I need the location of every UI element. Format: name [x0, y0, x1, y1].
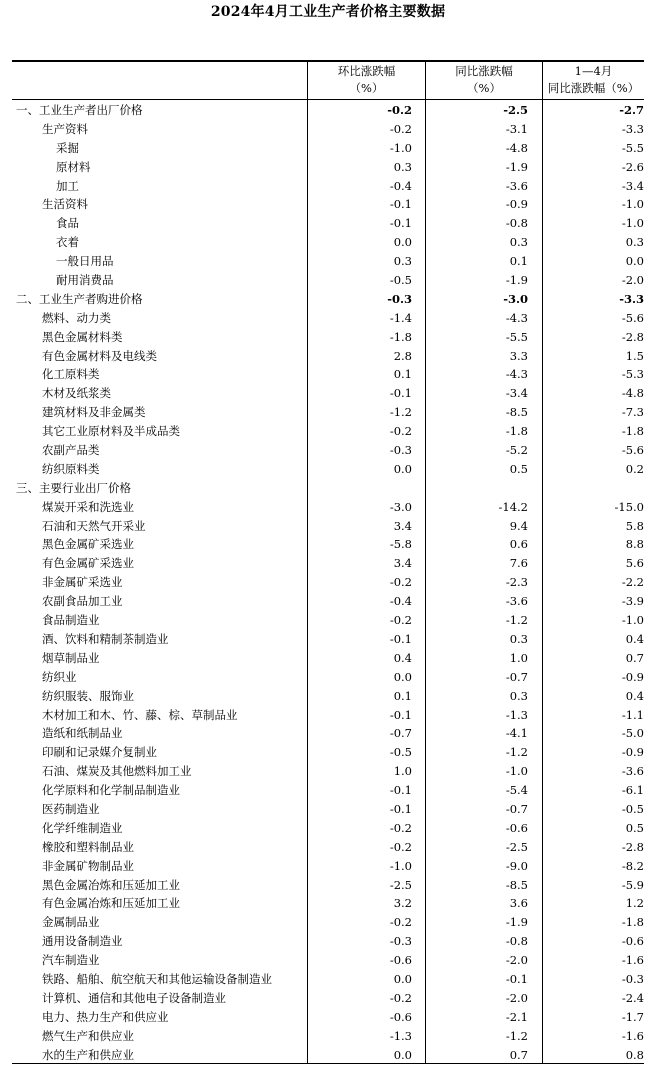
row-label: 原材料 [56, 159, 91, 174]
table-row [0, 951, 656, 970]
cell-mom: -0.1 [389, 631, 412, 646]
table-row [0, 611, 656, 630]
table-row [0, 195, 656, 214]
row-label: 一、工业生产者出厂价格 [16, 103, 143, 117]
cell-mom: 0.0 [393, 669, 412, 684]
cell-mom: -0.2 [387, 103, 412, 117]
table-row [0, 1027, 656, 1046]
cell-ytd: -1.0 [621, 197, 644, 212]
row-label: 汽车制造业 [42, 953, 100, 968]
table-row [0, 1008, 656, 1027]
row-label: 医药制造业 [42, 801, 100, 816]
row-label: 铁路、船舶、航空航天和其他运输设备制造业 [42, 971, 272, 986]
cell-ytd: -6.1 [621, 783, 644, 798]
cell-ytd: -1.6 [621, 953, 644, 968]
cell-mom: -0.1 [389, 216, 412, 231]
cell-ytd: 0.0 [625, 254, 644, 269]
header-bottom-rule [12, 99, 644, 100]
cell-ytd: -2.8 [621, 329, 644, 344]
cell-yoy: -4.1 [505, 726, 528, 741]
cell-yoy: 1.0 [509, 650, 528, 665]
row-label: 二、工业生产者购进价格 [16, 291, 143, 306]
cell-ytd: 0.4 [625, 631, 644, 646]
cell-mom: 0.0 [393, 235, 412, 250]
row-label: 黑色金属矿采选业 [42, 537, 134, 552]
cell-yoy: -1.9 [505, 915, 528, 930]
cell-ytd: -1.1 [621, 707, 644, 722]
cell-yoy: -1.2 [505, 745, 528, 760]
cell-yoy: 9.4 [509, 518, 528, 533]
cell-mom: -0.1 [389, 707, 412, 722]
cell-mom: -0.5 [389, 273, 412, 288]
header-mom-line2: （%） [349, 81, 384, 95]
cell-mom: 3.2 [393, 896, 412, 911]
cell-mom: -0.2 [389, 613, 412, 628]
table-row [0, 365, 656, 384]
row-label: 造纸和纸制品业 [42, 726, 123, 741]
table-row [0, 819, 656, 838]
cell-yoy: -4.3 [505, 310, 528, 325]
row-label: 建筑材料及非金属类 [42, 405, 146, 420]
cell-mom: -5.8 [389, 537, 412, 552]
cell-yoy: -3.6 [505, 178, 528, 193]
cell-yoy: -1.2 [505, 613, 528, 628]
cell-ytd: -3.4 [621, 178, 644, 193]
cell-mom: -0.4 [389, 594, 412, 609]
row-label: 三、主要行业出厂价格 [16, 480, 131, 495]
cell-ytd: 0.2 [625, 461, 644, 476]
table-row [0, 271, 656, 290]
cell-ytd: -5.0 [621, 726, 644, 741]
cell-yoy: -4.3 [505, 367, 528, 382]
row-label: 生活资料 [42, 197, 88, 212]
table-body [0, 101, 656, 1064]
row-label: 农副产品类 [42, 443, 100, 458]
cell-ytd: -5.3 [621, 367, 644, 382]
cell-mom: -1.8 [389, 329, 412, 344]
cell-yoy: -2.3 [505, 575, 528, 590]
row-label: 非金属矿采选业 [42, 575, 123, 590]
cell-mom: 0.0 [393, 971, 412, 986]
cell-mom: -0.1 [389, 783, 412, 798]
cell-ytd: -1.6 [621, 1028, 644, 1043]
cell-yoy: -14.2 [498, 499, 528, 514]
cell-yoy: -5.2 [505, 443, 528, 458]
row-label: 化学纤维制造业 [42, 820, 123, 835]
table-row [0, 460, 656, 479]
row-label: 其它工业原材料及半成品类 [42, 424, 180, 439]
cell-yoy: -0.8 [505, 934, 528, 949]
header-ytd-line1: 1—4月 [574, 64, 613, 78]
cell-yoy: -9.0 [505, 858, 528, 873]
cell-yoy: -8.5 [505, 877, 528, 892]
row-label: 有色金属冶炼和压延加工业 [42, 896, 180, 911]
cell-mom: 0.0 [393, 1047, 412, 1062]
row-label: 化学原料和化学制品制造业 [42, 783, 180, 798]
cell-mom: -1.3 [389, 1028, 412, 1043]
table-row [0, 422, 656, 441]
table-row [0, 139, 656, 158]
cell-yoy: 0.1 [509, 254, 528, 269]
row-label: 燃料、动力类 [42, 310, 111, 325]
cell-mom: -0.2 [389, 121, 412, 136]
row-label: 非金属矿物制品业 [42, 858, 134, 873]
cell-mom: -1.0 [389, 140, 412, 155]
cell-ytd: 0.7 [625, 650, 644, 665]
table-row [0, 233, 656, 252]
cell-yoy: -2.0 [505, 953, 528, 968]
cell-ytd: -5.6 [621, 443, 644, 458]
table-row [0, 706, 656, 725]
cell-yoy: -0.7 [505, 801, 528, 816]
cell-yoy: -2.5 [503, 103, 528, 117]
row-label: 燃气生产和供应业 [42, 1028, 134, 1043]
cell-ytd: -2.2 [621, 575, 644, 590]
cell-ytd: -8.2 [621, 858, 644, 873]
cell-ytd: -2.7 [619, 103, 644, 117]
row-label: 纺织原料类 [42, 461, 100, 476]
cell-ytd: -2.8 [621, 839, 644, 854]
cell-yoy: -1.0 [505, 764, 528, 779]
table-row [0, 630, 656, 649]
cell-yoy: -0.1 [505, 971, 528, 986]
cell-mom: -0.7 [389, 726, 412, 741]
cell-ytd: -3.9 [621, 594, 644, 609]
cell-ytd: -0.9 [621, 669, 644, 684]
cell-yoy: -1.9 [505, 159, 528, 174]
row-label: 有色金属材料及电线类 [42, 348, 157, 363]
row-label: 衣着 [56, 235, 79, 250]
row-label: 烟草制品业 [42, 650, 100, 665]
row-label: 采掘 [56, 140, 79, 155]
row-label: 一般日用品 [56, 254, 114, 269]
cell-ytd: -0.3 [621, 971, 644, 986]
cell-mom: 0.3 [393, 159, 412, 174]
row-label: 石油、煤炭及其他燃料加工业 [42, 764, 192, 779]
cell-yoy: -1.9 [505, 273, 528, 288]
cell-mom: -0.1 [389, 197, 412, 212]
cell-ytd: -7.3 [621, 405, 644, 420]
row-label: 食品制造业 [42, 613, 100, 628]
cell-mom: 3.4 [393, 556, 412, 571]
cell-mom: -3.0 [389, 499, 412, 514]
cell-yoy: -5.4 [505, 783, 528, 798]
row-label: 化工原料类 [42, 367, 100, 382]
cell-yoy: -2.5 [505, 839, 528, 854]
row-label: 黑色金属冶炼和压延加工业 [42, 877, 180, 892]
cell-yoy: -3.6 [505, 594, 528, 609]
cell-ytd: -2.0 [621, 273, 644, 288]
cell-mom: 0.3 [393, 254, 412, 269]
cell-ytd: -3.6 [621, 764, 644, 779]
table-row [0, 517, 656, 536]
table-row [0, 177, 656, 196]
table-row [0, 857, 656, 876]
cell-mom: -0.6 [389, 1009, 412, 1024]
cell-ytd: 5.8 [625, 518, 644, 533]
cell-ytd: 8.8 [625, 537, 644, 552]
cell-ytd: 0.3 [625, 235, 644, 250]
table-row [0, 384, 656, 403]
header-yoy-line2: （%） [467, 81, 501, 95]
cell-ytd: -1.0 [621, 216, 644, 231]
cell-mom: -0.4 [389, 178, 412, 193]
table-row [0, 403, 656, 422]
row-label: 水的生产和供应业 [42, 1047, 134, 1062]
row-label: 农副食品加工业 [42, 594, 123, 609]
cell-yoy: -1.2 [505, 1028, 528, 1043]
cell-mom: -0.3 [389, 443, 412, 458]
table-row [0, 347, 656, 366]
cell-ytd: -1.7 [621, 1009, 644, 1024]
cell-ytd: 0.4 [625, 688, 644, 703]
cell-yoy: -0.7 [505, 669, 528, 684]
table-row [0, 120, 656, 139]
cell-yoy: 0.6 [509, 537, 528, 552]
cell-ytd: 5.6 [625, 556, 644, 571]
table-row [0, 743, 656, 762]
row-label: 生产资料 [42, 121, 88, 136]
table-row [0, 214, 656, 233]
table-row [0, 649, 656, 668]
cell-mom: -0.6 [389, 953, 412, 968]
cell-mom: -0.2 [389, 575, 412, 590]
row-label: 耐用消费品 [56, 273, 114, 288]
cell-yoy: 0.3 [509, 631, 528, 646]
header-yoy [426, 63, 542, 99]
cell-ytd: -2.4 [621, 990, 644, 1005]
cell-yoy: -1.8 [505, 424, 528, 439]
table-row [0, 762, 656, 781]
cell-yoy: -3.1 [505, 121, 528, 136]
cell-yoy: -8.5 [505, 405, 528, 420]
table-row [0, 328, 656, 347]
cell-yoy: -0.9 [505, 197, 528, 212]
cell-yoy: -3.0 [503, 291, 528, 306]
table-row [0, 441, 656, 460]
table-row [0, 932, 656, 951]
row-label: 计算机、通信和其他电子设备制造业 [42, 990, 226, 1005]
cell-mom: 3.4 [393, 518, 412, 533]
row-label: 印刷和记录媒介复制业 [42, 745, 157, 760]
cell-yoy: 0.3 [509, 235, 528, 250]
row-label: 金属制品业 [42, 915, 100, 930]
table-row [0, 876, 656, 895]
cell-mom: 0.1 [393, 688, 412, 703]
cell-ytd: -5.5 [621, 140, 644, 155]
cell-ytd: -5.9 [621, 877, 644, 892]
header-mom-line1: 环比涨跌幅 [337, 64, 396, 78]
table-row [0, 1046, 656, 1065]
row-label: 通用设备制造业 [42, 934, 123, 949]
cell-yoy: -5.5 [505, 329, 528, 344]
table-row [0, 668, 656, 687]
table-row [0, 800, 656, 819]
cell-ytd: 0.5 [625, 820, 644, 835]
cell-ytd: -3.3 [619, 291, 644, 306]
cell-yoy: 0.3 [509, 688, 528, 703]
table-row [0, 158, 656, 177]
table-row [0, 989, 656, 1008]
row-label: 纺织服装、服饰业 [42, 688, 134, 703]
cell-ytd: -2.6 [621, 159, 644, 174]
cell-yoy: -0.8 [505, 216, 528, 231]
table-row [0, 913, 656, 932]
row-label: 木材及纸浆类 [42, 386, 111, 401]
table-row [0, 554, 656, 573]
cell-yoy: 0.5 [509, 461, 528, 476]
cell-mom: -0.2 [389, 424, 412, 439]
row-label: 煤炭开采和洗选业 [42, 499, 134, 514]
cell-ytd: -0.9 [621, 745, 644, 760]
header-ytd-line2: 同比涨跌幅（%） [547, 81, 640, 95]
cell-mom: 1.0 [393, 764, 412, 779]
cell-yoy: 3.3 [509, 348, 528, 363]
table-row [0, 535, 656, 554]
table-row [0, 573, 656, 592]
cell-mom: -0.2 [389, 839, 412, 854]
table-row [0, 781, 656, 800]
cell-mom: -0.2 [389, 915, 412, 930]
table-row [0, 309, 656, 328]
header-yoy-line1: 同比涨跌幅 [455, 64, 513, 78]
cell-ytd: -1.0 [621, 613, 644, 628]
cell-mom: -2.5 [389, 877, 412, 892]
row-label: 有色金属矿采选业 [42, 556, 134, 571]
table-row [0, 498, 656, 517]
cell-mom: -1.4 [389, 310, 412, 325]
row-label: 食品 [56, 216, 79, 231]
cell-yoy: 3.6 [509, 896, 528, 911]
cell-ytd: -4.8 [621, 386, 644, 401]
cell-ytd: -0.5 [621, 801, 644, 816]
table-row [0, 724, 656, 743]
table-row [0, 592, 656, 611]
row-label: 木材加工和木、竹、藤、棕、草制品业 [42, 707, 238, 722]
row-label: 电力、热力生产和供应业 [42, 1009, 169, 1024]
row-label: 黑色金属材料类 [42, 329, 123, 344]
row-label: 纺织业 [42, 669, 77, 684]
header-mom [308, 63, 425, 99]
cell-yoy: -3.4 [505, 386, 528, 401]
cell-mom: -0.1 [389, 386, 412, 401]
table-row [0, 970, 656, 989]
cell-mom: 2.8 [393, 348, 412, 363]
row-label: 橡胶和塑料制品业 [42, 839, 134, 854]
header-ytd [543, 63, 644, 99]
cell-ytd: -5.6 [621, 310, 644, 325]
cell-mom: -1.0 [389, 858, 412, 873]
cell-ytd: 0.8 [625, 1047, 644, 1062]
cell-mom: -0.3 [387, 291, 412, 306]
cell-mom: 0.4 [393, 650, 412, 665]
cell-yoy: -4.8 [505, 140, 528, 155]
row-label: 石油和天然气开采业 [42, 518, 146, 533]
page-title: 2024年4月工业生产者价格主要数据 [210, 4, 446, 20]
cell-ytd: 1.2 [625, 896, 644, 911]
table-row [0, 479, 656, 498]
cell-ytd: -15.0 [614, 499, 644, 514]
row-label: 加工 [56, 178, 79, 193]
cell-yoy: -0.6 [505, 820, 528, 835]
cell-yoy: -2.1 [505, 1009, 528, 1024]
cell-mom: -0.5 [389, 745, 412, 760]
cell-ytd: -1.8 [621, 915, 644, 930]
table-row [0, 894, 656, 913]
cell-yoy: 0.7 [509, 1047, 528, 1062]
cell-ytd: -0.6 [621, 934, 644, 949]
table-row [0, 252, 656, 271]
row-label: 酒、饮料和精制茶制造业 [42, 631, 169, 646]
cell-yoy: -2.0 [505, 990, 528, 1005]
cell-mom: -0.3 [389, 934, 412, 949]
cell-mom: -0.1 [389, 801, 412, 816]
cell-mom: -1.2 [389, 405, 412, 420]
cell-ytd: -3.3 [621, 121, 644, 136]
cell-mom: 0.1 [393, 367, 412, 382]
table-row [0, 838, 656, 857]
table-row [0, 290, 656, 309]
cell-ytd: 1.5 [625, 348, 644, 363]
cell-ytd: -1.8 [621, 424, 644, 439]
cell-yoy: 7.6 [509, 556, 528, 571]
cell-mom: -0.2 [389, 820, 412, 835]
table-row [0, 687, 656, 706]
table-top-rule [12, 60, 644, 62]
cell-yoy: -1.3 [505, 707, 528, 722]
cell-mom: 0.0 [393, 461, 412, 476]
table-row [0, 101, 656, 120]
cell-mom: -0.2 [389, 990, 412, 1005]
